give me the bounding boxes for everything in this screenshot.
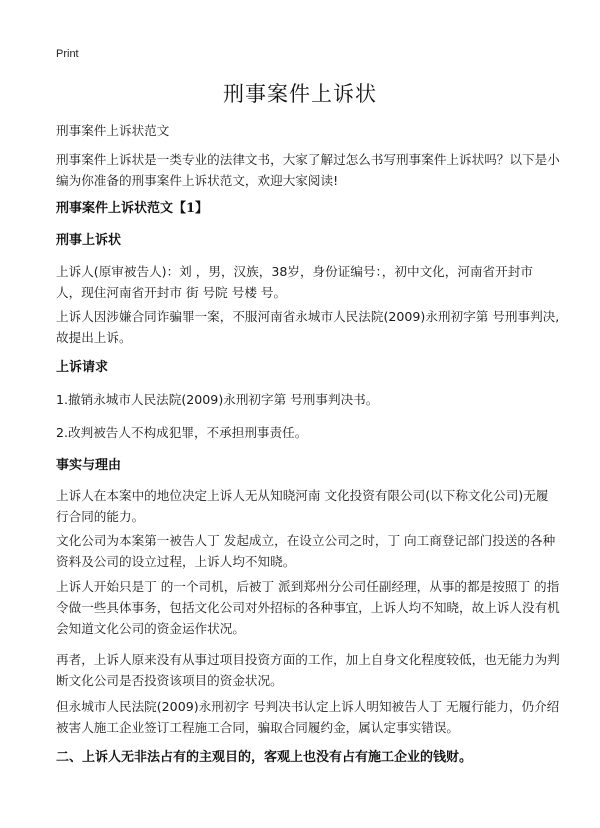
request-heading: 上诉请求 [56,360,109,375]
appeal-reason-paragraph: 上诉人因涉嫌合同诈骗罪一案，不服河南省永城市人民法院(2009)永刑初字第 号刑事判决,故提出上诉。 [56,309,560,345]
print-link[interactable]: Print [56,48,79,60]
page-title: 刑事案件上诉状 [223,82,377,106]
intro-paragraph: 刑事案件上诉状是一类专业的法律文书，大家了解过怎么书写刑事案件上诉状吗？以下是小编为你准备的刑事案件上诉状范文，欢迎大家阅读! [56,152,560,188]
facts-paragraph-4: 再者，上诉人原来没有从事过项目投资方面的工作，加上自身文化程度较低，也无能力为判断文化公司是否投资该项目的资金状况。 [56,652,560,688]
facts-paragraph-1: 上诉人在本案中的地位决定上诉人无从知晓河南 文化投资有限公司(以下称文化公司)无履行合同的能力。 [56,488,549,524]
sample-heading: 刑事案件上诉状范文【1】 [56,201,209,216]
facts-paragraph-5: 但永城市人民法院(2009)永刑初字 号判决书认定上诉人明知被告人丁 无履行能力，仍介绍被害人施工企业签订工程施工合同，骗取合同履约金，属认定事实错误。 [56,699,560,735]
form-heading: 刑事上诉状 [56,233,122,248]
request-item-1: 1.撤销永城市人民法院(2009)永刑初字第 号刑事判决书。 [56,392,379,407]
facts-heading: 事实与理由 [56,458,122,473]
doc-subtitle: 刑事案件上诉状范文 [56,123,170,138]
facts-paragraph-3: 上诉人开始只是丁 的一个司机，后被丁 派到郑州分公司任副经理，从事的都是按照丁 的指令做一些具体事务，包括文化公司对外招标的各种事宜，上诉人均不知晓，故上诉人没有机会知道文化公司的资金运作状况。 [56,579,560,636]
appellant-info-paragraph: 上诉人(原审被告人)：刘 ，男，汉族，38岁，身份证编号：，初中文化，河南省开封市 人，现住河南省开封市 街 号院 号楼 号。 [56,264,533,300]
request-item-2: 2.改判被告人不构成犯罪，不承担刑事责任。 [56,425,308,440]
facts-paragraph-2: 文化公司为本案第一被告人丁 发起成立，在设立公司之时，丁 向工商登记部门投送的各种资料及公司的设立过程，上诉人均不知晓。 [56,533,556,569]
section-2-heading: 二、上诉人无非法占有的主观目的，客观上也没有占有施工企业的钱财。 [56,750,473,765]
